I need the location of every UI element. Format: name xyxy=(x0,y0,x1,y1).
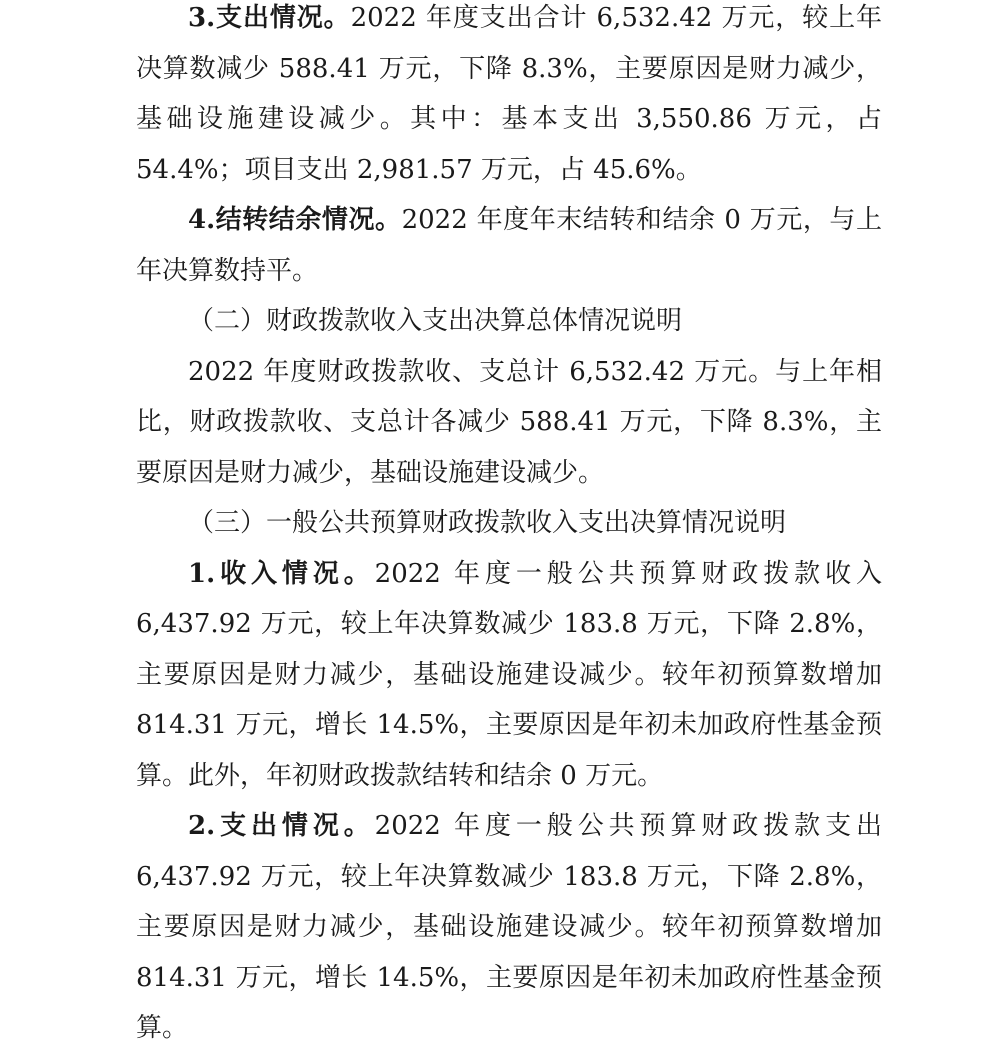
paragraph-expenditure xyxy=(136,0,882,195)
paragraph-fiscal-total: 2022 年度财政拨款收、支总计 6,532.42 万元。与上年相比，财政拨款收、支总计各减少 588.41 万元，下降 8.3%，主要原因是财力减少，基础设施建设减少。 xyxy=(136,356,882,488)
paragraph-gp-expenditure xyxy=(136,801,882,1054)
paragraph-lead: 1.收入情况。 xyxy=(188,558,375,589)
section-heading-2: （二）财政拨款收入支出决算总体情况说明 xyxy=(188,306,683,336)
paragraph-text: 2022 年度一般公共预算财政拨款支出 6,437.92 万元，较上年决算数减少 183.8 万元，下降 2.8%，主要原因是财力减少，基础设施建设减少。较年初预算数增加 814.31 万元，增长 14.5%，主要原因是年初未加政府性基金预算。 xyxy=(136,811,882,1043)
paragraph-lead: 2.支出情况。 xyxy=(188,811,375,841)
paragraph-text: 2022 年度年末结转和结余 0 万元，与上年决算数持平。 xyxy=(136,205,882,286)
paragraph-text: 2022 年度一般公共预算财政拨款收入 6,437.92 万元，较上年决算数减少 183.8 万元，下降 2.8%，主要原因是财力减少，基础设施建设减少。较年初预算数增加 814.31 万元，增长 14.5%，主要原因是年初未加政府性基金预算。此外，年初财政拨款结转和结余 0 万元。 xyxy=(136,558,882,791)
paragraph-text: 2022 年度支出合计 6,532.42 万元，较上年决算数减少 588.41 万元，下降 8.3%，主要原因是财力减少，基础设施建设减少。其中：基本支出 3,550.86 万元，占 54.4%；项目支出 2,981.57 万元，占 45.6%。 xyxy=(136,3,882,185)
paragraph-lead: 3.支出情况。 xyxy=(188,3,351,33)
section-heading-3: （三）一般公共预算财政拨款收入支出决算情况说明 xyxy=(188,508,787,538)
paragraph-gp-income xyxy=(136,549,882,802)
paragraph-lead: 4.结转结余情况。 xyxy=(188,205,402,235)
paragraph-carryover xyxy=(136,195,882,296)
